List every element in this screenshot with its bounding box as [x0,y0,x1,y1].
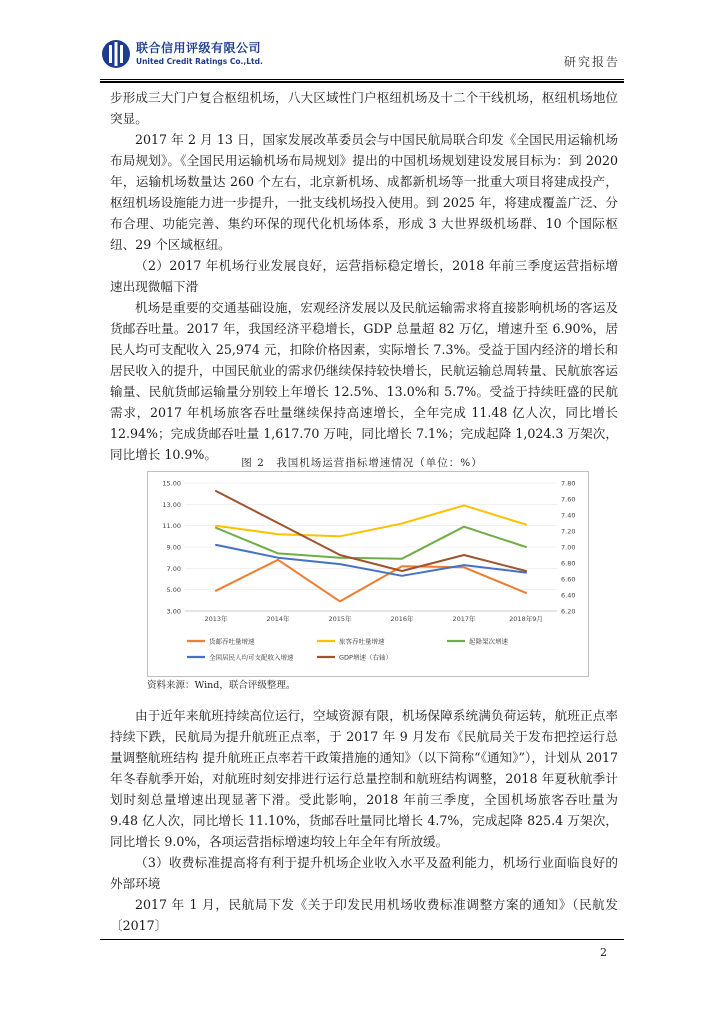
page-number: 2 [600,946,607,959]
figure-source: 资料来源：Wind，联合评级整理。 [147,680,296,691]
y-right-tick-label: 7.60 [561,495,576,504]
y-left-tick-label: 11.00 [162,522,181,531]
paragraph-hub-airports: 步形成三大门户复合枢纽机场，八大区域性门户枢纽机场及十二个干线机场，枢纽机场地位突显。 [110,90,618,126]
footer-rule [100,939,624,940]
x-tick-label: 2017年 [452,615,476,623]
legend-label-1: 货邮吞吐量增速 [209,637,255,646]
header-rule-thick [100,81,624,83]
chart-container [147,471,589,677]
growth-line-chart [147,471,589,677]
header-rule-thin [100,79,624,80]
company-logo-icon [100,36,136,72]
x-tick-label: 2018年9月 [509,615,543,623]
x-tick-label: 2014年 [266,615,290,623]
y-left-tick-label: 15.00 [162,479,181,488]
y-left-tick-label: 7.00 [166,564,181,573]
y-left-tick-label: 5.00 [166,586,181,595]
y-right-tick-label: 7.40 [561,511,576,520]
x-tick-label: 2013年 [204,615,228,623]
section-heading-3: （3）收费标准提高将有利于提升机场企业收入水平及盈利能力，机场行业面临良好的外部环境 [110,855,618,891]
y-right-tick-label: 6.80 [561,559,576,568]
y-right-tick-label: 6.60 [561,575,576,584]
paragraph-punctuality: 由于近年来航班持续高位运行，空域资源有限，机场保障系统满负荷运转，航班正点率持续下跌，民航局为提升航班正点率，于 2017 年 9 月发布《民航局关于发布把控运行总量调整航班结构 提升航班正点率若干政策措施的通知》（以下简称“《通知》”），计划从 2017 年冬春航季开始，对航班时刻安排进行运行总量控制和航班结构调整，2018 年夏秋航季计划时刻总量增速出现显著下滑。受此影响，2018 年前三季度，全国机场旅客吞吐量为 9.48 亿人次，同比增长 11.10%，货邮吞吐量同比增长 4.7%，完成起降 825.4 万架次，同比增长 9.0%，各项运营指标增速均较上年全年有所放缓。 [110,708,618,849]
paragraph-layout-plan: 2017 年 2 月 13 日，国家发展改革委员会与中国民航局联合印发《全国民用运输机场布局规划》。《全国民用运输机场布局规划》提出的中国机场规划建设发展目标为：到 2020 年，运输机场数量达 260 个左右，北京新机场、成都新机场等一批重大项目将建成投产，枢纽机场设施能力进一步提升，一批支线机场投入使用。到 2025 年，将建成覆盖广泛、分布合理、功能完善、集约环保的现代化机场体系，形成 3 大世界级机场群、10 个国际枢纽、29 个区域枢纽。 [110,132,618,252]
company-name-cn: 联合信用评级有限公司 [136,41,262,55]
y-right-tick-label: 6.20 [561,607,576,616]
y-left-tick-label: 3.00 [166,607,181,616]
legend-label-4: 全国居民人均可支配收入增速 [209,653,294,662]
paragraph-demand-growth: 机场是重要的交通基础设施，宏观经济发展以及民航运输需求将直接影响机场的客运及货邮吞吐量。2017 年，我国经济平稳增长，GDP 总量超 82 万亿，增速升至 6.90%，居民人均可支配收入 25,974 元，扣除价格因素，实际增长 7.3%。受益于国内经济的增长和居民收入的提升，中国民航业的需求仍继续保持较快增长，民航运输总周转量、民航旅客运输量、民航货邮运输量分别较上年增长 12.5%、13.0%和 5.7%。受益于持续旺盛的民航需求，2017 年机场旅客吞吐量继续保持高速增长，全年完成 11.48 亿人次，同比增长 12.94%；完成货邮吞吐量 1,617.70 万吨，同比增长 7.1%；完成起降 1,024.3 万架次，同比增长 10.9%。 [110,300,618,462]
company-name-en: United Credit Ratings Co.,Ltd. [136,57,263,66]
y-right-tick-label: 7.20 [561,527,576,536]
x-tick-label: 2016年 [390,615,414,623]
x-tick-label: 2015年 [328,615,352,623]
y-right-tick-label: 7.80 [561,479,576,488]
figure-caption: 图 2 我国机场运营指标增速情况（单位：%） [241,457,483,469]
y-left-tick-label: 9.00 [166,543,181,552]
y-left-tick-label: 13.00 [162,500,181,509]
y-right-tick-label: 6.40 [561,591,576,600]
paragraph-fee-notice: 2017 年 1 月，民航局下发《关于印发民用机场收费标准调整方案的通知》（民航发〔2017〕 [110,897,618,933]
legend-label-5: GDP增速（右轴） [339,653,392,662]
page-header [100,36,624,82]
legend-label-3: 起降架次增速 [469,637,508,646]
legend-label-2: 旅客吞吐量增速 [339,637,385,646]
section-heading-2: （2）2017 年机场行业发展良好，运营指标稳定增长，2018 年前三季度运营指标增速出现微幅下滑 [110,258,618,294]
y-right-tick-label: 7.00 [561,543,576,552]
chart-frame [148,472,589,677]
report-type-label: 研究报告 [563,55,620,69]
